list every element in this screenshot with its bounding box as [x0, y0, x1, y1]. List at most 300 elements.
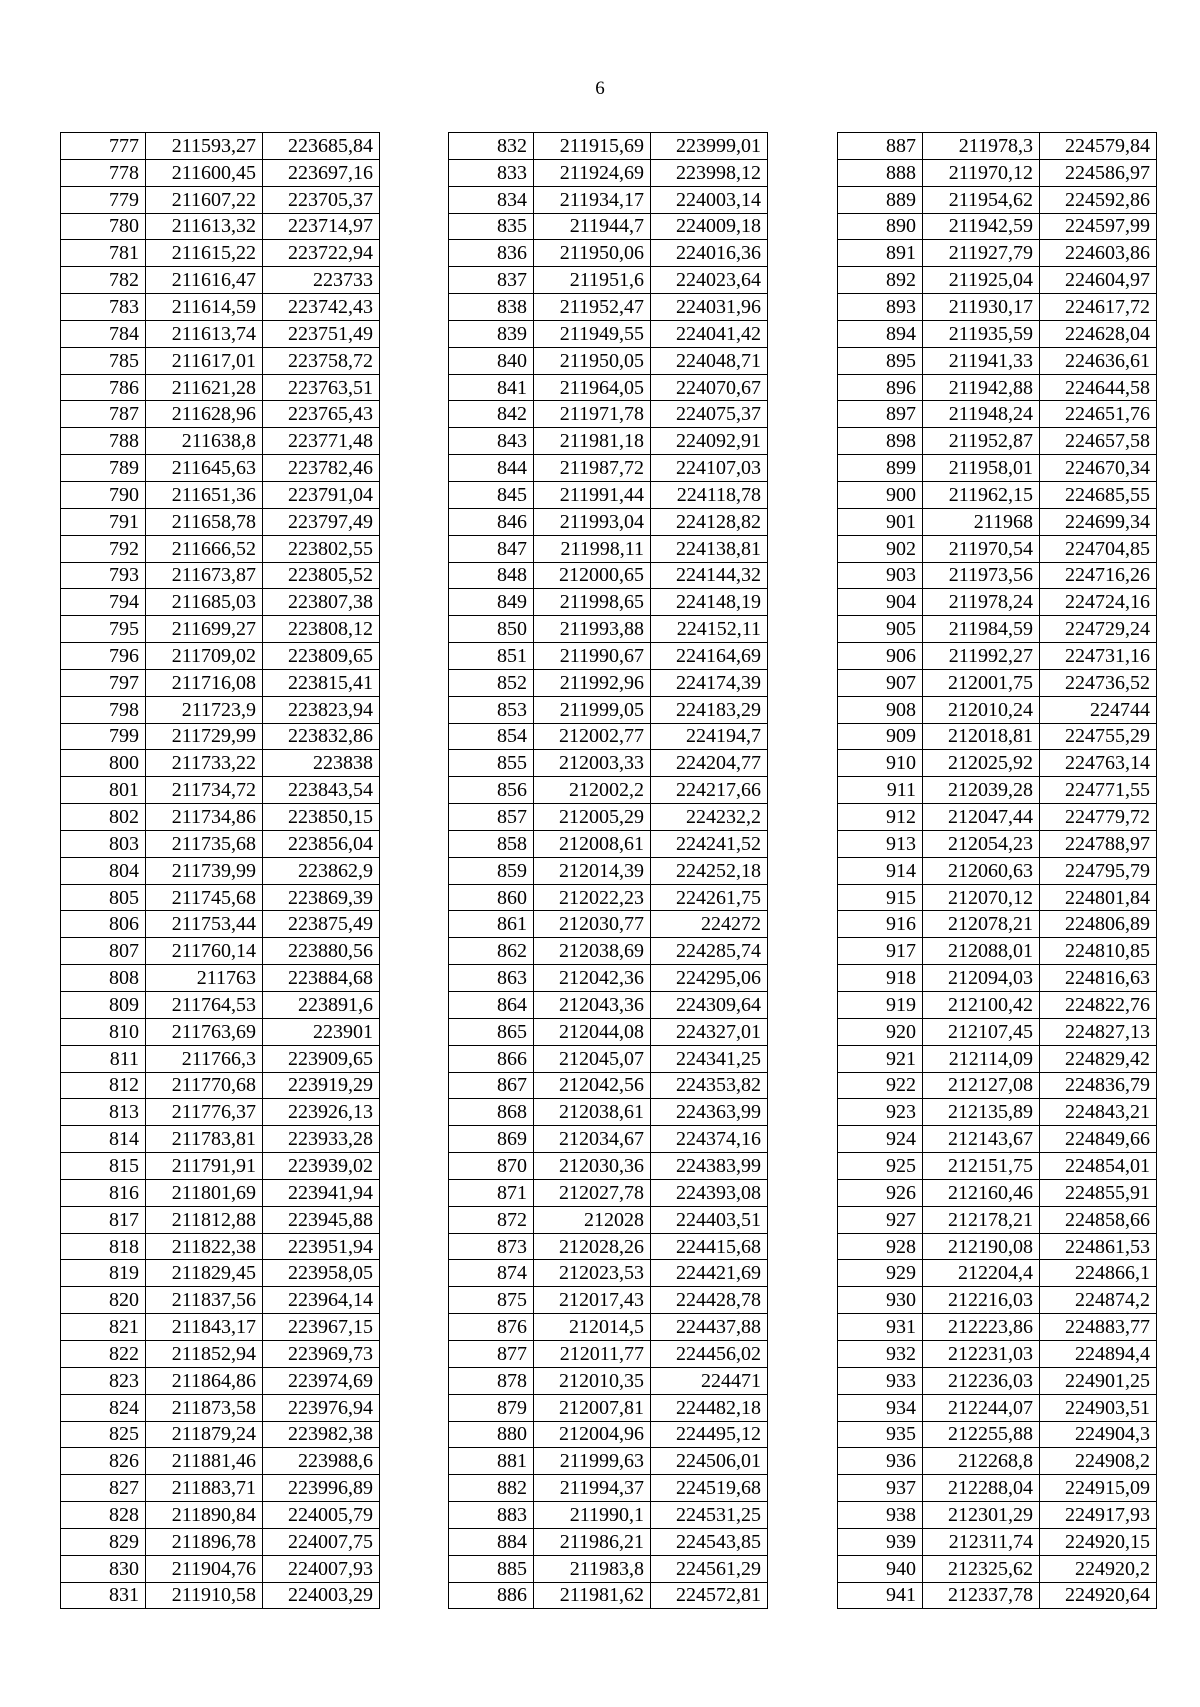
point-number-cell: 890 [838, 213, 923, 240]
table-row [838, 213, 1157, 240]
point-number-cell: 905 [838, 616, 923, 643]
x-coordinate-cell: 211613,32 [146, 213, 263, 240]
point-number-cell: 839 [449, 320, 534, 347]
table-row [838, 428, 1157, 455]
table-row [61, 643, 380, 670]
y-coordinate-cell: 223919,29 [263, 1072, 380, 1099]
table-row [61, 911, 380, 938]
table-row [449, 884, 768, 911]
point-number-cell: 806 [61, 911, 146, 938]
x-coordinate-cell: 211924,69 [534, 159, 651, 186]
y-coordinate-cell: 224041,42 [651, 320, 768, 347]
x-coordinate-cell: 211944,7 [534, 213, 651, 240]
point-number-cell: 801 [61, 777, 146, 804]
y-coordinate-cell: 224031,96 [651, 294, 768, 321]
y-coordinate-cell: 224572,81 [651, 1582, 768, 1609]
x-coordinate-cell: 211992,96 [534, 669, 651, 696]
y-coordinate-cell: 223945,88 [263, 1206, 380, 1233]
x-coordinate-cell: 212023,53 [534, 1260, 651, 1287]
point-number-cell: 889 [838, 186, 923, 213]
point-number-cell: 871 [449, 1179, 534, 1206]
point-number-cell: 857 [449, 804, 534, 831]
x-coordinate-cell: 212078,21 [923, 911, 1040, 938]
x-coordinate-cell: 211783,81 [146, 1126, 263, 1153]
table-row [449, 1528, 768, 1555]
point-number-cell: 810 [61, 1018, 146, 1045]
point-number-cell: 862 [449, 938, 534, 965]
y-coordinate-cell: 224374,16 [651, 1126, 768, 1153]
point-number-cell: 872 [449, 1206, 534, 1233]
table-row [61, 723, 380, 750]
point-number-cell: 860 [449, 884, 534, 911]
x-coordinate-cell: 211948,24 [923, 401, 1040, 428]
x-coordinate-cell: 211766,3 [146, 1045, 263, 1072]
x-coordinate-cell: 212107,45 [923, 1018, 1040, 1045]
x-coordinate-cell: 212337,78 [923, 1582, 1040, 1609]
x-coordinate-cell: 211962,15 [923, 481, 1040, 508]
y-coordinate-cell: 224164,69 [651, 643, 768, 670]
point-number-cell: 796 [61, 643, 146, 670]
x-coordinate-cell: 211971,78 [534, 401, 651, 428]
x-coordinate-cell: 211954,62 [923, 186, 1040, 213]
point-number-cell: 846 [449, 508, 534, 535]
y-coordinate-cell: 223967,15 [263, 1314, 380, 1341]
table-row [838, 508, 1157, 535]
table-row [61, 1126, 380, 1153]
point-number-cell: 858 [449, 830, 534, 857]
y-coordinate-cell: 223797,49 [263, 508, 380, 535]
y-coordinate-cell: 223880,56 [263, 938, 380, 965]
y-coordinate-cell: 223823,94 [263, 696, 380, 723]
point-number-cell: 911 [838, 777, 923, 804]
point-number-cell: 793 [61, 562, 146, 589]
y-coordinate-cell: 224915,09 [1040, 1475, 1157, 1502]
x-coordinate-cell: 211685,03 [146, 589, 263, 616]
x-coordinate-cell: 212311,74 [923, 1528, 1040, 1555]
point-number-cell: 898 [838, 428, 923, 455]
table-row [838, 723, 1157, 750]
point-number-cell: 782 [61, 267, 146, 294]
x-coordinate-cell: 211716,08 [146, 669, 263, 696]
point-number-cell: 845 [449, 481, 534, 508]
point-number-cell: 822 [61, 1340, 146, 1367]
y-coordinate-cell: 224903,51 [1040, 1394, 1157, 1421]
point-number-cell: 811 [61, 1045, 146, 1072]
x-coordinate-cell: 212038,61 [534, 1099, 651, 1126]
y-coordinate-cell: 224007,93 [263, 1555, 380, 1582]
x-coordinate-cell: 212114,09 [923, 1045, 1040, 1072]
table-row [61, 1099, 380, 1126]
x-coordinate-cell: 212042,56 [534, 1072, 651, 1099]
y-coordinate-cell: 224183,29 [651, 696, 768, 723]
point-number-cell: 918 [838, 965, 923, 992]
point-number-cell: 934 [838, 1394, 923, 1421]
x-coordinate-cell: 212178,21 [923, 1206, 1040, 1233]
y-coordinate-cell: 224531,25 [651, 1502, 768, 1529]
point-number-cell: 798 [61, 696, 146, 723]
point-number-cell: 816 [61, 1179, 146, 1206]
y-coordinate-cell: 223933,28 [263, 1126, 380, 1153]
point-number-cell: 880 [449, 1421, 534, 1448]
x-coordinate-cell: 211986,21 [534, 1528, 651, 1555]
table-row [838, 643, 1157, 670]
x-coordinate-cell: 211990,1 [534, 1502, 651, 1529]
point-number-cell: 913 [838, 830, 923, 857]
y-coordinate-cell: 223964,14 [263, 1287, 380, 1314]
table-row [449, 481, 768, 508]
table-row [838, 1153, 1157, 1180]
table-row [449, 159, 768, 186]
table-row [61, 1018, 380, 1045]
y-coordinate-cell: 223856,04 [263, 830, 380, 857]
x-coordinate-cell: 212216,03 [923, 1287, 1040, 1314]
y-coordinate-cell: 224174,39 [651, 669, 768, 696]
x-coordinate-cell: 211666,52 [146, 535, 263, 562]
y-coordinate-cell: 223807,38 [263, 589, 380, 616]
table-row [449, 669, 768, 696]
x-coordinate-cell: 211999,05 [534, 696, 651, 723]
x-coordinate-cell: 212014,39 [534, 857, 651, 884]
point-number-cell: 883 [449, 1502, 534, 1529]
point-number-cell: 790 [61, 481, 146, 508]
y-coordinate-cell: 224194,7 [651, 723, 768, 750]
y-coordinate-cell: 224217,66 [651, 777, 768, 804]
x-coordinate-cell: 211904,76 [146, 1555, 263, 1582]
x-coordinate-cell: 211729,99 [146, 723, 263, 750]
point-number-cell: 780 [61, 213, 146, 240]
x-coordinate-cell: 211763,69 [146, 1018, 263, 1045]
y-coordinate-cell: 223742,43 [263, 294, 380, 321]
y-coordinate-cell: 223909,65 [263, 1045, 380, 1072]
y-coordinate-cell: 224644,58 [1040, 374, 1157, 401]
table-row [61, 992, 380, 1019]
x-coordinate-cell: 211970,12 [923, 159, 1040, 186]
point-number-cell: 939 [838, 1528, 923, 1555]
y-coordinate-cell: 224894,4 [1040, 1340, 1157, 1367]
table-row [838, 1582, 1157, 1609]
table-row [449, 1448, 768, 1475]
x-coordinate-cell: 212003,33 [534, 750, 651, 777]
x-coordinate-cell: 211999,63 [534, 1448, 651, 1475]
point-number-cell: 912 [838, 804, 923, 831]
y-coordinate-cell: 223969,73 [263, 1340, 380, 1367]
x-coordinate-cell: 211983,8 [534, 1555, 651, 1582]
table-row [61, 294, 380, 321]
y-coordinate-cell: 224699,34 [1040, 508, 1157, 535]
point-number-cell: 866 [449, 1045, 534, 1072]
x-coordinate-cell: 211600,45 [146, 159, 263, 186]
table-row [838, 133, 1157, 160]
x-coordinate-cell: 211993,04 [534, 508, 651, 535]
x-coordinate-cell: 212044,08 [534, 1018, 651, 1045]
x-coordinate-cell: 211829,45 [146, 1260, 263, 1287]
y-coordinate-cell: 224827,13 [1040, 1018, 1157, 1045]
y-coordinate-cell: 224731,16 [1040, 643, 1157, 670]
y-coordinate-cell: 224920,2 [1040, 1555, 1157, 1582]
x-coordinate-cell: 211930,17 [923, 294, 1040, 321]
x-coordinate-cell: 212027,78 [534, 1179, 651, 1206]
point-number-cell: 838 [449, 294, 534, 321]
table-row [449, 1179, 768, 1206]
x-coordinate-cell: 211951,6 [534, 267, 651, 294]
x-coordinate-cell: 211879,24 [146, 1421, 263, 1448]
y-coordinate-cell: 224744 [1040, 696, 1157, 723]
y-coordinate-cell: 224836,79 [1040, 1072, 1157, 1099]
point-number-cell: 844 [449, 455, 534, 482]
table-row [838, 1233, 1157, 1260]
y-coordinate-cell: 224874,2 [1040, 1287, 1157, 1314]
point-number-cell: 852 [449, 669, 534, 696]
table-row [838, 589, 1157, 616]
point-number-cell: 781 [61, 240, 146, 267]
table-row [449, 804, 768, 831]
point-number-cell: 828 [61, 1502, 146, 1529]
point-number-cell: 851 [449, 643, 534, 670]
y-coordinate-cell: 224651,76 [1040, 401, 1157, 428]
table-row [61, 508, 380, 535]
x-coordinate-cell: 211950,05 [534, 347, 651, 374]
point-number-cell: 792 [61, 535, 146, 562]
table-row [838, 1475, 1157, 1502]
x-coordinate-cell: 212030,36 [534, 1153, 651, 1180]
table-row [449, 643, 768, 670]
x-coordinate-cell: 212042,36 [534, 965, 651, 992]
point-number-cell: 821 [61, 1314, 146, 1341]
point-number-cell: 797 [61, 669, 146, 696]
table-row [61, 428, 380, 455]
table-row [449, 1260, 768, 1287]
x-coordinate-cell: 211958,01 [923, 455, 1040, 482]
point-number-cell: 876 [449, 1314, 534, 1341]
table-row [449, 1072, 768, 1099]
y-coordinate-cell: 224023,64 [651, 267, 768, 294]
x-coordinate-cell: 211981,62 [534, 1582, 651, 1609]
y-coordinate-cell: 223941,94 [263, 1179, 380, 1206]
table-row [61, 1233, 380, 1260]
point-number-cell: 922 [838, 1072, 923, 1099]
x-coordinate-cell: 212060,63 [923, 857, 1040, 884]
table-row [449, 1099, 768, 1126]
table-row [449, 1555, 768, 1582]
point-number-cell: 926 [838, 1179, 923, 1206]
x-coordinate-cell: 211651,36 [146, 481, 263, 508]
x-coordinate-cell: 211760,14 [146, 938, 263, 965]
table-row [838, 1072, 1157, 1099]
y-coordinate-cell: 224421,69 [651, 1260, 768, 1287]
y-coordinate-cell: 223999,01 [651, 133, 768, 160]
table-row [61, 777, 380, 804]
table-row [449, 1394, 768, 1421]
y-coordinate-cell: 223891,6 [263, 992, 380, 1019]
x-coordinate-cell: 211753,44 [146, 911, 263, 938]
page-number: 6 [595, 78, 605, 99]
table-row [838, 1126, 1157, 1153]
x-coordinate-cell: 212204,4 [923, 1260, 1040, 1287]
y-coordinate-cell: 224920,64 [1040, 1582, 1157, 1609]
point-number-cell: 909 [838, 723, 923, 750]
table-row [449, 1475, 768, 1502]
x-coordinate-cell: 211978,3 [923, 133, 1040, 160]
point-number-cell: 928 [838, 1233, 923, 1260]
table-row [838, 669, 1157, 696]
x-coordinate-cell: 211837,56 [146, 1287, 263, 1314]
y-coordinate-cell: 224586,97 [1040, 159, 1157, 186]
y-coordinate-cell: 224309,64 [651, 992, 768, 1019]
y-coordinate-cell: 223685,84 [263, 133, 380, 160]
y-coordinate-cell: 224232,2 [651, 804, 768, 831]
y-coordinate-cell: 224795,79 [1040, 857, 1157, 884]
table-row [449, 777, 768, 804]
y-coordinate-cell: 223771,48 [263, 428, 380, 455]
table-row [61, 347, 380, 374]
y-coordinate-cell: 224092,91 [651, 428, 768, 455]
table-row [61, 1528, 380, 1555]
x-coordinate-cell: 212160,46 [923, 1179, 1040, 1206]
table-row [61, 481, 380, 508]
table-row [61, 1072, 380, 1099]
point-number-cell: 892 [838, 267, 923, 294]
table-row [449, 1287, 768, 1314]
table-row [449, 1367, 768, 1394]
y-coordinate-cell: 223976,94 [263, 1394, 380, 1421]
x-coordinate-cell: 211673,87 [146, 562, 263, 589]
y-coordinate-cell: 224107,03 [651, 455, 768, 482]
y-coordinate-cell: 224763,14 [1040, 750, 1157, 777]
x-coordinate-cell: 211990,67 [534, 643, 651, 670]
table-row [61, 830, 380, 857]
point-number-cell: 907 [838, 669, 923, 696]
point-number-cell: 930 [838, 1287, 923, 1314]
point-number-cell: 841 [449, 374, 534, 401]
x-coordinate-cell: 212030,77 [534, 911, 651, 938]
point-number-cell: 878 [449, 1367, 534, 1394]
y-coordinate-cell: 224685,55 [1040, 481, 1157, 508]
y-coordinate-cell: 224729,24 [1040, 616, 1157, 643]
x-coordinate-cell: 211984,59 [923, 616, 1040, 643]
table-row [61, 1153, 380, 1180]
x-coordinate-cell: 212223,86 [923, 1314, 1040, 1341]
point-number-cell: 787 [61, 401, 146, 428]
point-number-cell: 925 [838, 1153, 923, 1180]
table-row [449, 1233, 768, 1260]
x-coordinate-cell: 212022,23 [534, 884, 651, 911]
point-number-cell: 932 [838, 1340, 923, 1367]
point-number-cell: 916 [838, 911, 923, 938]
x-coordinate-cell: 211910,58 [146, 1582, 263, 1609]
table-row [449, 1126, 768, 1153]
y-coordinate-cell: 224724,16 [1040, 589, 1157, 616]
point-number-cell: 861 [449, 911, 534, 938]
table-row [838, 1502, 1157, 1529]
y-coordinate-cell: 223850,15 [263, 804, 380, 831]
y-coordinate-cell: 224003,29 [263, 1582, 380, 1609]
point-number-cell: 893 [838, 294, 923, 321]
y-coordinate-cell: 224788,97 [1040, 830, 1157, 857]
point-number-cell: 825 [61, 1421, 146, 1448]
table-row [61, 240, 380, 267]
y-coordinate-cell: 224617,72 [1040, 294, 1157, 321]
y-coordinate-cell: 223838 [263, 750, 380, 777]
table-row [61, 1421, 380, 1448]
point-number-cell: 805 [61, 884, 146, 911]
table-row [449, 992, 768, 1019]
x-coordinate-cell: 212014,5 [534, 1314, 651, 1341]
table-row [838, 911, 1157, 938]
table-row [449, 347, 768, 374]
point-number-cell: 836 [449, 240, 534, 267]
x-coordinate-cell: 212135,89 [923, 1099, 1040, 1126]
point-number-cell: 875 [449, 1287, 534, 1314]
point-number-cell: 855 [449, 750, 534, 777]
table-row [449, 938, 768, 965]
table-row [61, 213, 380, 240]
table-row [838, 1421, 1157, 1448]
point-number-cell: 941 [838, 1582, 923, 1609]
y-coordinate-cell: 224806,89 [1040, 911, 1157, 938]
x-coordinate-cell: 211941,33 [923, 347, 1040, 374]
x-coordinate-cell: 211873,58 [146, 1394, 263, 1421]
table-row [449, 1153, 768, 1180]
y-coordinate-cell: 224482,18 [651, 1394, 768, 1421]
table-row [838, 401, 1157, 428]
table-row [838, 830, 1157, 857]
table-row [61, 186, 380, 213]
point-number-cell: 814 [61, 1126, 146, 1153]
point-number-cell: 927 [838, 1206, 923, 1233]
x-coordinate-cell: 212151,75 [923, 1153, 1040, 1180]
y-coordinate-cell: 224285,74 [651, 938, 768, 965]
table-row [61, 455, 380, 482]
point-number-cell: 823 [61, 1367, 146, 1394]
point-number-cell: 937 [838, 1475, 923, 1502]
table-row [449, 455, 768, 482]
table-row [449, 616, 768, 643]
table-row [449, 1502, 768, 1529]
table-row [61, 320, 380, 347]
table-row [838, 320, 1157, 347]
coordinate-table-1 [60, 132, 380, 1609]
table-row [61, 159, 380, 186]
y-coordinate-cell: 224908,2 [1040, 1448, 1157, 1475]
x-coordinate-cell: 211776,37 [146, 1099, 263, 1126]
y-coordinate-cell: 224341,25 [651, 1045, 768, 1072]
table-row [838, 159, 1157, 186]
point-number-cell: 795 [61, 616, 146, 643]
table-row [61, 267, 380, 294]
point-number-cell: 830 [61, 1555, 146, 1582]
y-coordinate-cell: 223763,51 [263, 374, 380, 401]
point-number-cell: 929 [838, 1260, 923, 1287]
table-row [61, 1555, 380, 1582]
y-coordinate-cell: 223782,46 [263, 455, 380, 482]
point-number-cell: 920 [838, 1018, 923, 1045]
point-number-cell: 903 [838, 562, 923, 589]
point-number-cell: 914 [838, 857, 923, 884]
point-number-cell: 938 [838, 1502, 923, 1529]
point-number-cell: 802 [61, 804, 146, 831]
table-row [838, 1528, 1157, 1555]
table-row [449, 750, 768, 777]
x-coordinate-cell: 211927,79 [923, 240, 1040, 267]
point-number-cell: 809 [61, 992, 146, 1019]
point-number-cell: 896 [838, 374, 923, 401]
y-coordinate-cell: 224657,58 [1040, 428, 1157, 455]
point-number-cell: 834 [449, 186, 534, 213]
point-number-cell: 873 [449, 1233, 534, 1260]
y-coordinate-cell: 224428,78 [651, 1287, 768, 1314]
point-number-cell: 804 [61, 857, 146, 884]
y-coordinate-cell: 224843,21 [1040, 1099, 1157, 1126]
